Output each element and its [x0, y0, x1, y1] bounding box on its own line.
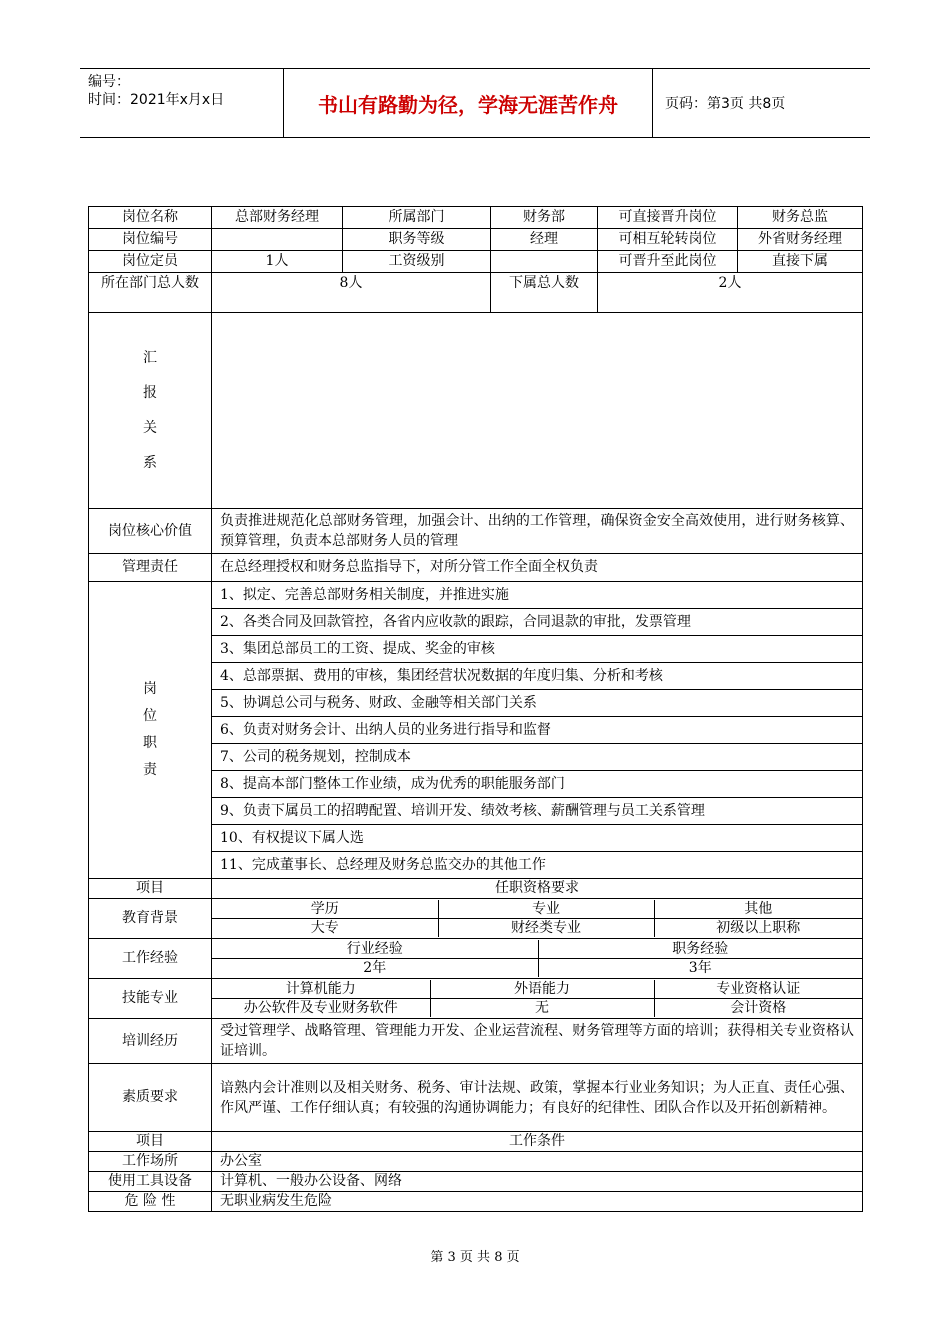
education-grid: [212, 899, 863, 939]
row-post-name: [89, 207, 863, 229]
education-header-other: 其他: [654, 900, 862, 919]
experience-value-industry: 2年: [212, 959, 538, 978]
page-header: [80, 68, 870, 138]
row-skills: [89, 979, 863, 1019]
row-dept-total: [89, 273, 863, 313]
duty-item: 10、有权提议下属人选: [212, 825, 863, 852]
row-headcount: [89, 251, 863, 273]
experience-grid: [212, 939, 863, 979]
duties-char: 岗: [143, 681, 157, 697]
duty-item: 4、总部票据、费用的审核，集团经营状况数据的年度归集、分析和考核: [212, 663, 863, 690]
promote-to-label: 可晋升至此岗位: [598, 251, 738, 273]
rotate-value: 外省财务经理: [738, 229, 863, 251]
row-post-no: [89, 229, 863, 251]
qualification-item-label: 项目: [89, 879, 212, 899]
education-value-major: 财经类专业: [438, 919, 654, 938]
education-header-degree: 学历: [212, 900, 438, 919]
row-qualification-header: [89, 879, 863, 899]
core-value-text: 负责推进规范化总部财务管理，加强会计、出纳的工作管理，确保资金安全高效使用，进行财务核算、预算管理，负责本总部财务人员的管理: [212, 509, 863, 554]
salary-label: 工资级别: [343, 251, 491, 273]
duty-item: 1、拟定、完善总部财务相关制度，并推进实施: [212, 582, 863, 609]
row-conditions-header: [89, 1132, 863, 1152]
duty-item: 5、协调总公司与税务、财政、金融等相关部门关系: [212, 690, 863, 717]
duty-item: 2、各类合同及回款管控，各省内应收款的跟踪，合同退款的审批，发票管理: [212, 609, 863, 636]
skills-grid: [212, 979, 863, 1019]
conditions-item-label: 项目: [89, 1132, 212, 1152]
duties-char: 责: [143, 762, 157, 778]
row-work-place: [89, 1152, 863, 1172]
duties-char: 职: [143, 735, 157, 751]
skills-header-computer: 计算机能力: [212, 980, 430, 999]
row-experience: [89, 939, 863, 979]
rotate-label: 可相互轮转岗位: [598, 229, 738, 251]
tools-value: 计算机、一般办公设备、网络: [212, 1172, 863, 1192]
row-report: [89, 313, 863, 509]
skills-value-language: 无: [430, 999, 654, 1018]
work-place-label: 工作场所: [89, 1152, 212, 1172]
header-motto: 书山有路勤为径，学海无涯苦作舟: [284, 69, 653, 137]
doc-number-label: 编号：: [88, 74, 130, 90]
page-footer: 第 3 页 共 8 页: [430, 1250, 520, 1265]
dept-value: 财务部: [491, 207, 598, 229]
report-char: 系: [143, 454, 157, 471]
promote-to-value: 直接下属: [738, 251, 863, 273]
responsibility-text: 在总经理授权和财务总监指导下，对所分管工作全面全权负责: [212, 554, 863, 582]
tools-label: 使用工具设备: [89, 1172, 212, 1192]
headcount-label: 岗位定员: [89, 251, 212, 273]
experience-header-industry: 行业经验: [212, 940, 538, 959]
report-char: 关: [143, 419, 157, 436]
training-label: 培训经历: [89, 1019, 212, 1064]
row-responsibility: [89, 554, 863, 582]
report-char: 报: [143, 384, 157, 401]
skills-label: 技能专业: [89, 979, 212, 1019]
dept-total-value: 8人: [212, 273, 491, 313]
post-name-value: 总部财务经理: [212, 207, 343, 229]
report-content: [212, 313, 863, 509]
dept-label: 所属部门: [343, 207, 491, 229]
quality-text: 谙熟内会计准则以及相关财务、税务、审计法规、政策，掌握本行业业务知识；为人正直、责任心强、作风严谨、工作仔细认真；有较强的沟通协调能力；有良好的纪律性、团队合作以及开拓创新精神。: [212, 1064, 863, 1132]
post-no-label: 岗位编号: [89, 229, 212, 251]
row-quality: [89, 1064, 863, 1132]
post-no-value: [212, 229, 343, 251]
training-text: 受过管理学、战略管理、管理能力开发、企业运营流程、财务管理等方面的培训；获得相关专业资格认证培训。: [212, 1019, 863, 1064]
core-value-label: 岗位核心价值: [89, 509, 212, 554]
promote-label: 可直接晋升岗位: [598, 207, 738, 229]
salary-value: [491, 251, 598, 273]
responsibility-label: 管理责任: [89, 554, 212, 582]
report-label: [89, 313, 212, 509]
headcount-value: 1人: [212, 251, 343, 273]
grade-label: 职务等级: [343, 229, 491, 251]
skills-header-certificate: 专业资格认证: [654, 980, 862, 999]
promote-value: 财务总监: [738, 207, 863, 229]
education-value-other: 初级以上职称: [716, 920, 801, 936]
row-risk: [89, 1192, 863, 1212]
duty-item: 11、完成董事长、总经理及财务总监交办的其他工作: [212, 852, 863, 879]
doc-date-label: 时间：2021年x月x日: [88, 92, 225, 108]
education-header-major: 专业: [438, 900, 654, 919]
quality-label: 素质要求: [89, 1064, 212, 1132]
post-name-label: 岗位名称: [89, 207, 212, 229]
duty-item: 3、集团总部员工的工资、提成、奖金的审核: [212, 636, 863, 663]
row-core-value: [89, 509, 863, 554]
sub-total-value: 2人: [598, 273, 863, 313]
dept-total-label: 所在部门总人数: [89, 273, 212, 313]
row-tools: [89, 1172, 863, 1192]
duties-label: [89, 582, 212, 879]
experience-value-position: 3年: [688, 960, 712, 976]
skills-value-computer: 办公软件及专业财务软件: [212, 999, 430, 1018]
qualification-header: 任职资格要求: [212, 879, 863, 899]
job-description-table: [88, 206, 863, 1212]
header-page-label: 页码：第3页 共8页: [665, 96, 786, 112]
experience-header-position: 职务经验: [538, 940, 862, 959]
education-label: 教育背景: [89, 899, 212, 939]
row-training: [89, 1019, 863, 1064]
duty-item: 9、负责下属员工的招聘配置、培训开发、绩效考核、薪酬管理与员工关系管理: [212, 798, 863, 825]
duty-row: [89, 582, 863, 609]
skills-value-certificate: 会计资格: [730, 1000, 787, 1016]
row-education: [89, 899, 863, 939]
header-meta: [80, 69, 284, 137]
duty-item: 8、提高本部门整体工作业绩，成为优秀的职能服务部门: [212, 771, 863, 798]
work-place-value: 办公室: [212, 1152, 863, 1172]
risk-value: 无职业病发生危险: [212, 1192, 863, 1212]
education-value-degree: 大专: [212, 919, 438, 938]
duty-item: 7、公司的税务规划，控制成本: [212, 744, 863, 771]
duties-char: 位: [143, 708, 157, 724]
report-char: 汇: [143, 349, 157, 366]
grade-value: 经理: [491, 229, 598, 251]
risk-label: 危 险 性: [89, 1192, 212, 1212]
sub-total-label: 下属总人数: [491, 273, 598, 313]
duty-item: 6、负责对财务会计、出纳人员的业务进行指导和监督: [212, 717, 863, 744]
experience-label: 工作经验: [89, 939, 212, 979]
skills-header-language: 外语能力: [430, 980, 654, 999]
conditions-header: 工作条件: [212, 1132, 863, 1152]
